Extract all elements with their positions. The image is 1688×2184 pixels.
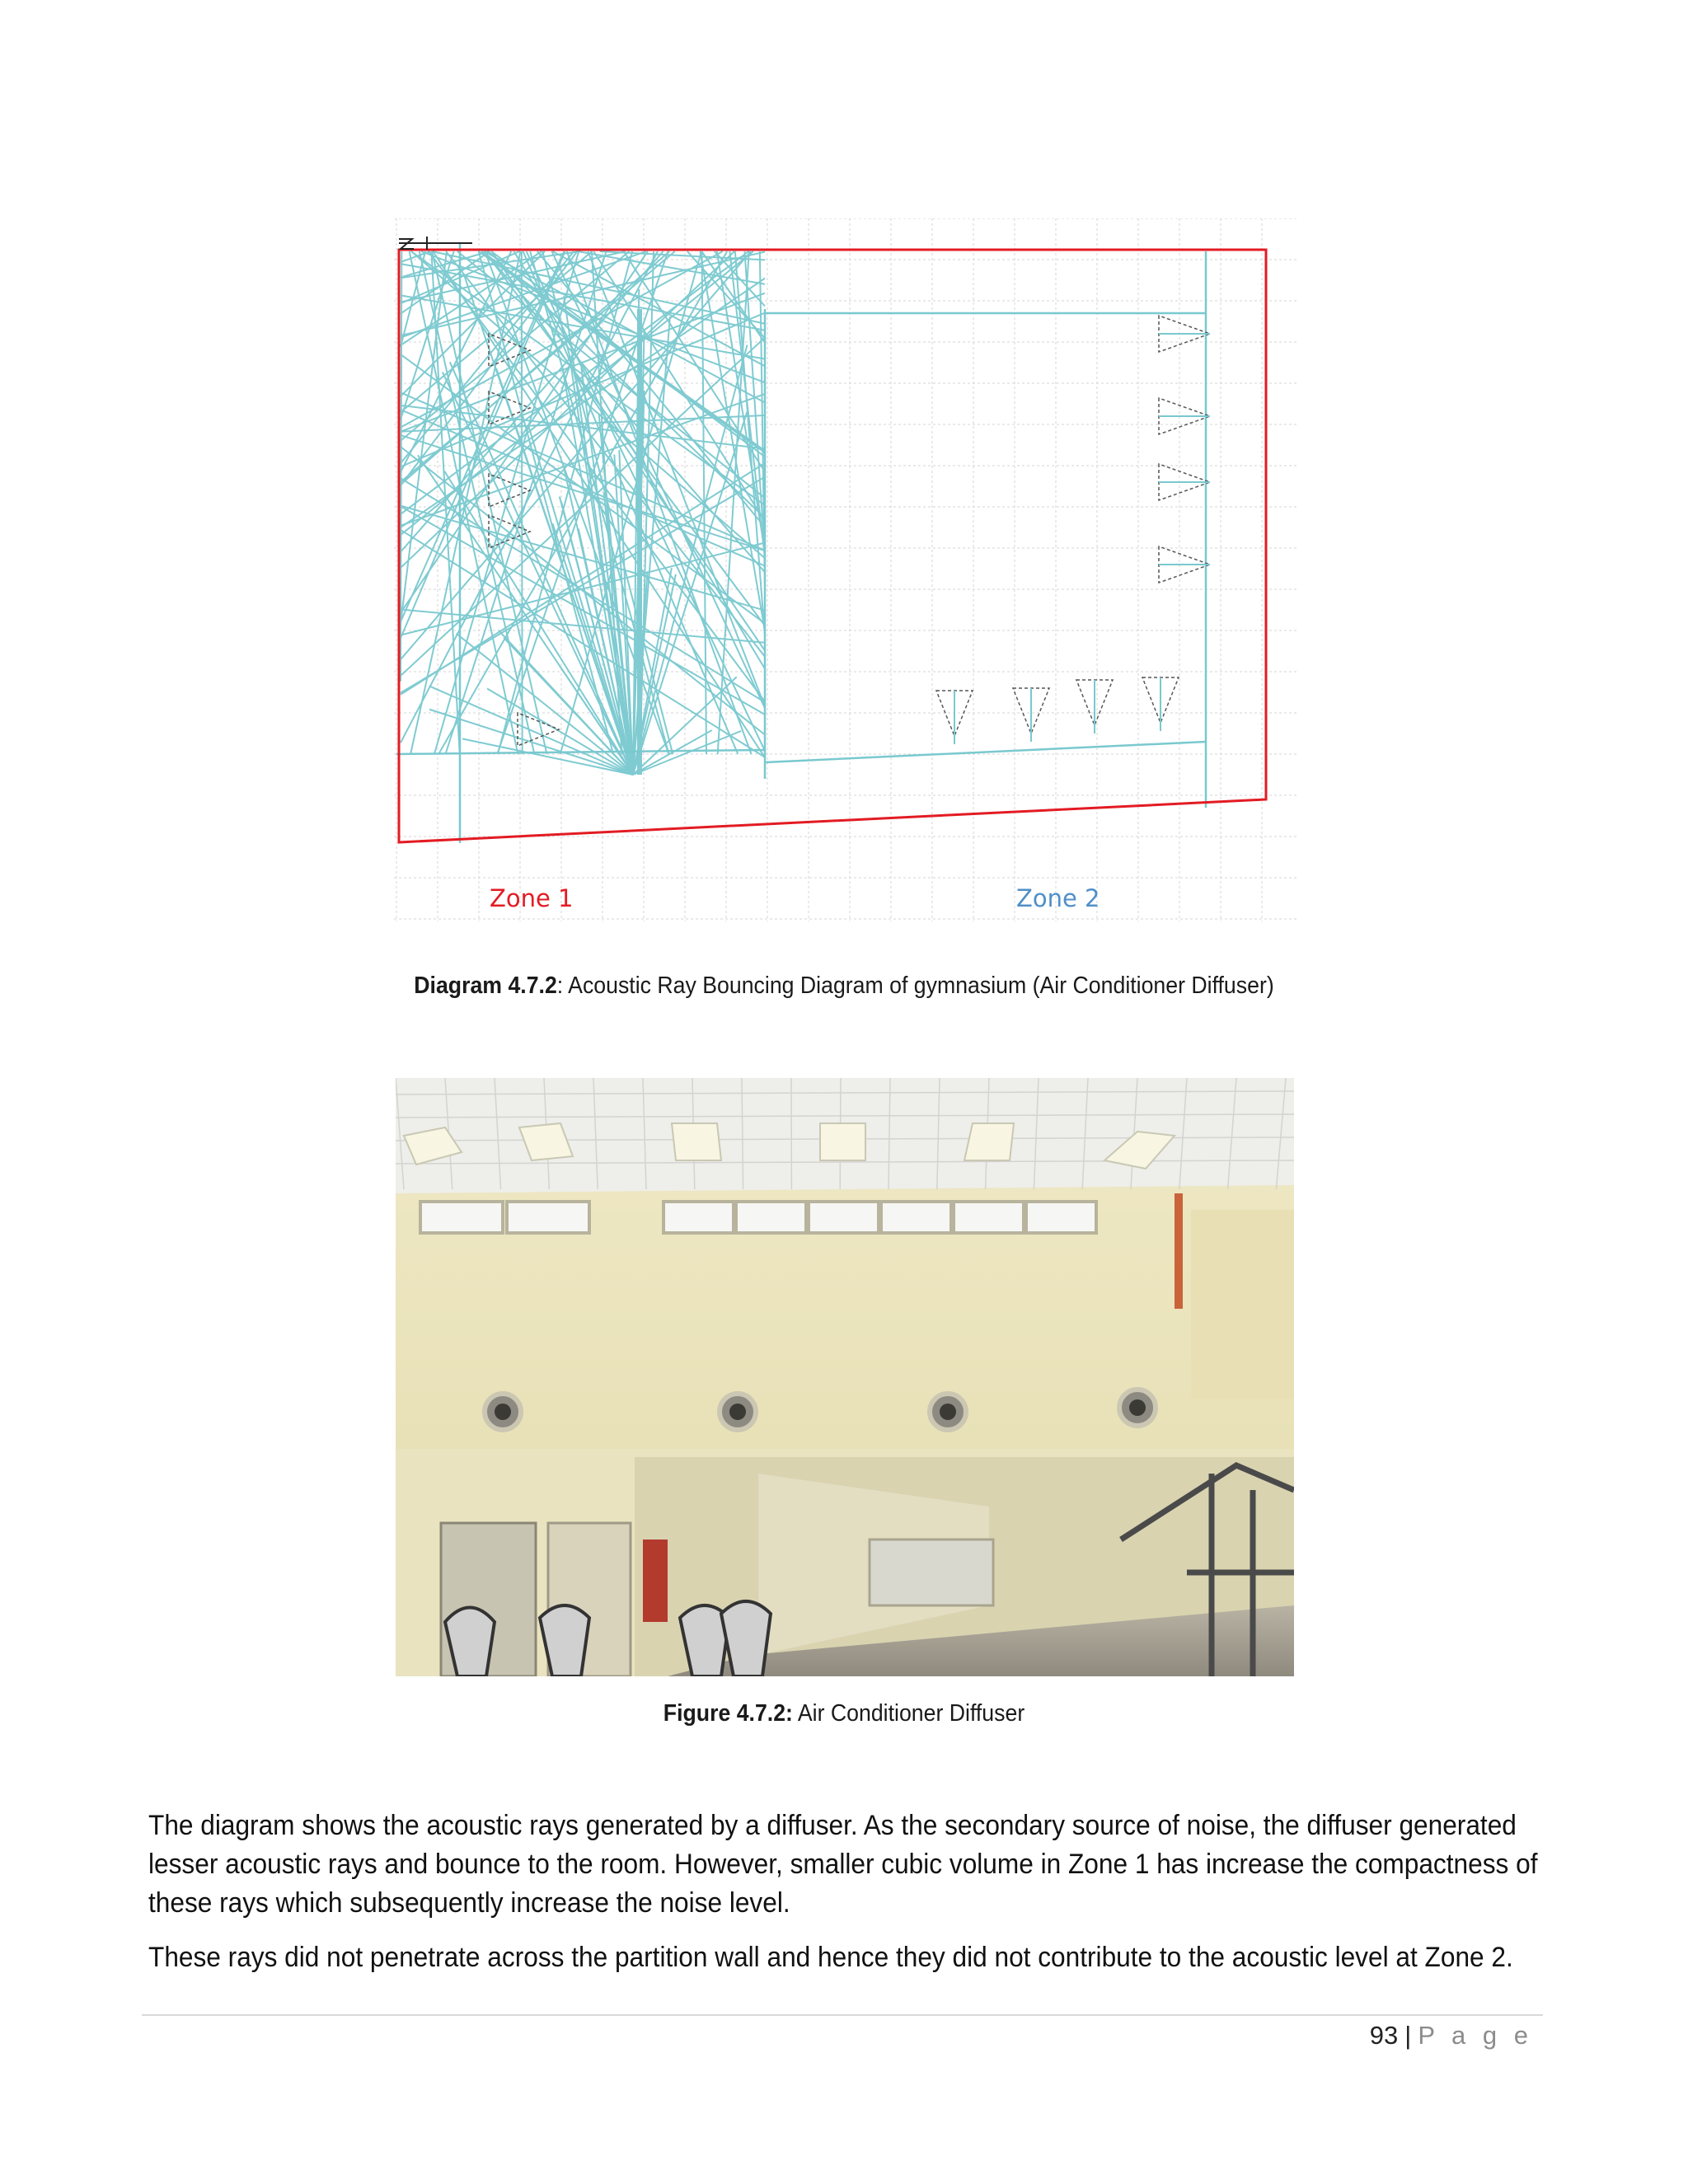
acoustic-ray-diagram [394,218,1299,921]
page-word: P a g e [1418,2021,1533,2050]
diagram-caption [68,972,1620,1000]
diagram-grid [394,218,1299,921]
zone-2-label: Zone 2 [1016,884,1100,912]
high-windows [420,1202,1096,1233]
page-separator: | [1404,2021,1412,2050]
figure-caption-text: Air Conditioner Diffuser [792,1700,1025,1727]
page-number: 93 [1369,2021,1399,2050]
zone-1-label: Zone 1 [490,884,574,912]
body-paragraph-2: These rays did not penetrate across the partition wall and hence they did not contribute to the acoustic level at Zone 2. [148,1942,1513,1973]
body-paragraph-1: The diagram shows the acoustic rays generated by a diffuser. As the secondary source of noise, the diffuser generated lesser acoustic rays and bounce to the room. However, smaller cubic volume in Zone 1 has increase the compactness of these rays which subsequently increase the noise level. [148,1810,1538,1919]
figure-caption [68,1700,1620,1727]
gymnasium-photo [396,1078,1294,1676]
footer-divider [142,2014,1543,2016]
diagram-caption-label: Diagram 4.7.2 [414,972,557,999]
page-footer [1370,2021,1533,2050]
source-marker [399,237,472,250]
acoustic-rays [401,251,765,775]
figure-caption-label: Figure 4.7.2: [663,1700,793,1727]
diagram-caption-text: : Acoustic Ray Bouncing Diagram of gymnasium (Air Conditioner Diffuser) [556,972,1274,999]
